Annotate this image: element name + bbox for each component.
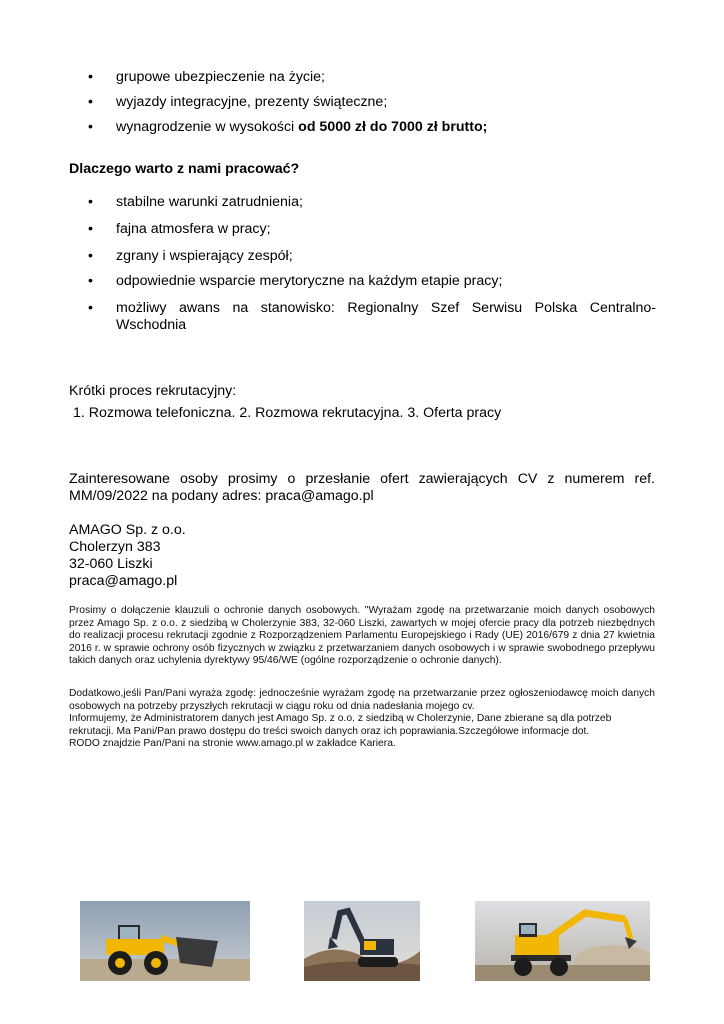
rodo-consent-line: Dodatkowo,jeśli Pan/Pani wyraża zgodę: jednocześnie wyrażam zgodę na przetwarzanie przez ogłoszeniodawcę moich danych osobowych na potrzeby przyszłych rekrutacji w ciągu roku od dnia nadesłania mojego cv. [69, 688, 655, 712]
excavator-photo [304, 901, 420, 981]
benefits-list [88, 69, 658, 136]
company-street: Cholerzyn 383 [69, 539, 161, 555]
rodo-clause: Prosimy o dołączenie klauzuli o ochronie danych osobowych. "Wyrażam zgodę na przetwarzanie moich danych osobowych przez Amago Sp. z o.o. z siedzibą w Cholerzynie 383, 32-060 Liszki, zawartych w mojej ofercie pracy dla potrzeb niezbędnych do realizacji procesu rekrutacji zgodnie z Rozporządzeniem Parlamentu Europejskiego i Rady (UE) 2016/679 z dnia 27 kwietnia 2016 r. w sprawie ochrony osób fizycznych w związku z przetwarzaniem danych osobowych i w sprawie swobodnego przepływu takich danych oraz uchylenia dyrektywy 95/46/WE (ogólne rozporządzenie o ochronie danych). [69, 605, 655, 667]
rodo-admin-line: Informujemy, że Administratorem danych jest Amago Sp. z o.o. z siedzibą w Cholerzynie, Dane zbierane są dla potrzeb rekrutacji. Ma Pani/Pan prawo dostępu do treści swoich danych oraz ich poprawiania.Szczegółowe informacje dot. [69, 713, 612, 737]
wheeled-excavator-photo [475, 901, 650, 981]
company-city: 32-060 Liszki [69, 556, 153, 572]
rodo-info-line: RODO znajdzie Pan/Pani na stronie www.amago.pl w zakładce Kariera. [69, 738, 396, 750]
list-item: • odpowiednie wsparcie merytoryczne na każdym etapie pracy; [88, 273, 658, 290]
process-heading: Krótki proces rekrutacyjny: [69, 383, 237, 399]
apply-text: Zainteresowane osoby prosimy o przesłanie ofert zawierających CV z numerem ref. MM/09/2022 na podany adres: praca@amago.pl [69, 471, 655, 504]
list-item: • grupowe ubezpieczenie na życie; [88, 69, 658, 86]
list-item: • zgrany i wspierający zespół; [88, 248, 658, 265]
company-name: AMAGO Sp. z o.o. [69, 522, 186, 538]
salary-range: od 5000 zł do 7000 zł brutto; [298, 119, 488, 135]
process-steps: 1. Rozmowa telefoniczna. 2. Rozmowa rekrutacyjna. 3. Oferta pracy [73, 405, 502, 421]
rodo-additional [69, 688, 655, 751]
list-item: • fajna atmosfera w pracy; [88, 221, 658, 238]
why-list [88, 194, 658, 334]
wheel-loader-photo [80, 901, 250, 981]
company-address [69, 522, 186, 590]
company-email: praca@amago.pl [69, 573, 178, 589]
list-item: • wynagrodzenie w wysokości od 5000 zł do 7000 zł brutto; [88, 119, 658, 136]
list-item: • możliwy awans na stanowisko: Regionalny Szef Serwisu Polska Centralno-Wschodnia [88, 300, 656, 334]
list-item: • stabilne warunki zatrudnienia; [88, 194, 658, 211]
list-item: • wyjazdy integracyjne, prezenty świąteczne; [88, 94, 658, 111]
why-heading: Dlaczego warto z nami pracować? [69, 161, 300, 177]
